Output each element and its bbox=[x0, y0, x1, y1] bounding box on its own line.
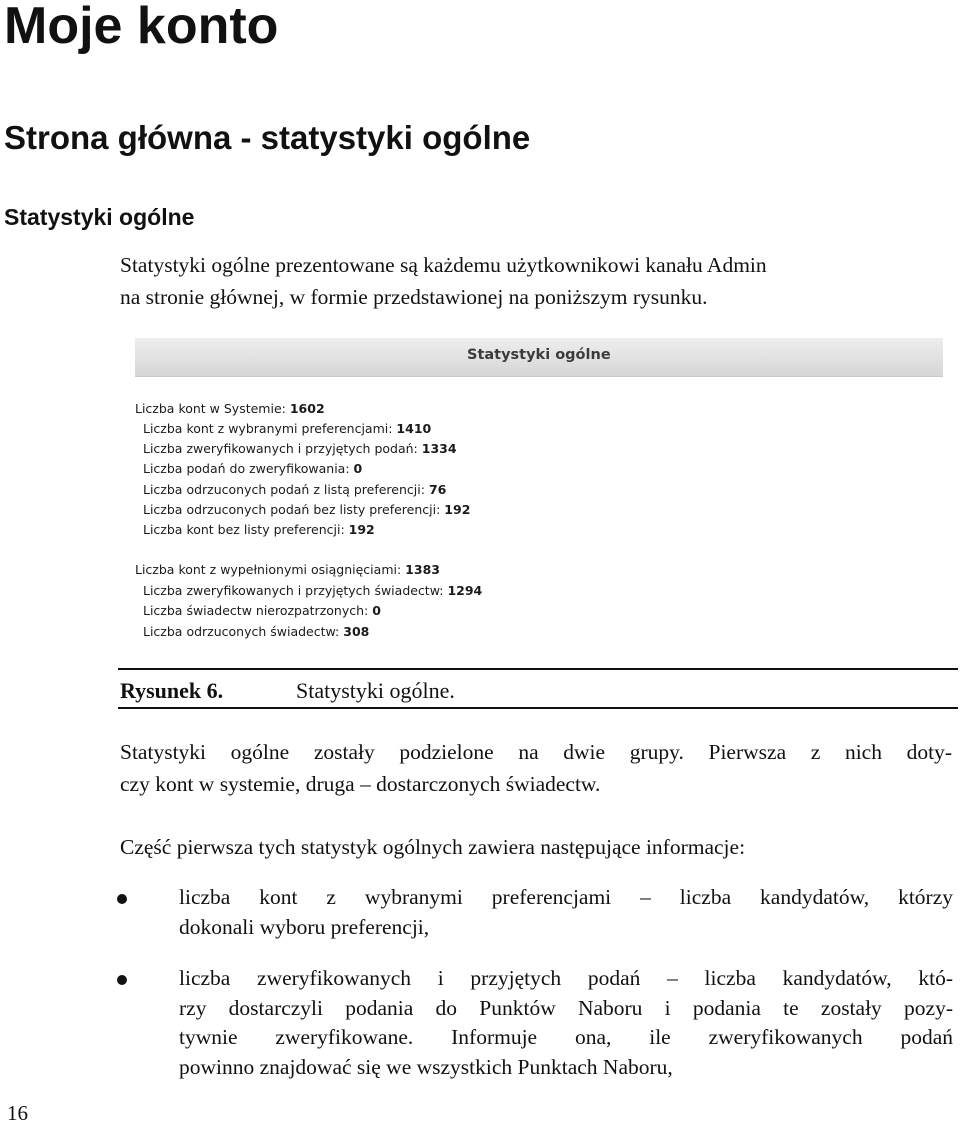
list-item-line: rzy dostarczyli podania do Punktów Naboru i podania te zostały pozy- bbox=[179, 995, 953, 1020]
stat-label: Liczba kont bez listy preferencji: bbox=[143, 522, 345, 537]
bullet-icon bbox=[117, 975, 127, 985]
list-item-line: liczba zweryfikowanych i przyjętych podań – liczba kandydatów, któ- bbox=[179, 966, 953, 990]
stat-label: Liczba świadectw nierozpatrzonych: bbox=[143, 603, 369, 618]
list-item-line: powinno znajdować się we wszystkich Punktach Naboru, bbox=[179, 1054, 673, 1079]
stat-row bbox=[143, 461, 362, 477]
stat-row bbox=[135, 401, 325, 417]
stat-row bbox=[143, 624, 369, 640]
stat-row bbox=[143, 522, 375, 538]
list-item bbox=[179, 964, 953, 1082]
stat-row bbox=[143, 421, 431, 437]
stat-value: 1334 bbox=[421, 441, 457, 456]
stat-label: Liczba podań do zweryfikowania: bbox=[143, 461, 350, 476]
stat-value: 1410 bbox=[396, 421, 432, 436]
stat-value: 76 bbox=[428, 482, 447, 497]
intro-paragraph bbox=[120, 249, 952, 313]
statistics-panel-title: Statystyki ogólne bbox=[467, 347, 611, 363]
stat-row bbox=[143, 583, 482, 599]
stat-value: 308 bbox=[343, 624, 370, 639]
page-title: Moje konto bbox=[4, 0, 279, 55]
stat-value: 1383 bbox=[405, 562, 440, 577]
stat-label: Liczba zweryfikowanych i przyjętych podań: bbox=[143, 441, 418, 456]
stat-row bbox=[135, 562, 440, 578]
stat-value: 1294 bbox=[447, 583, 483, 598]
stat-value: 192 bbox=[444, 502, 471, 517]
caption-bottom-rule bbox=[118, 707, 958, 709]
stat-label: Liczba odrzuconych podań bez listy preferencji: bbox=[143, 502, 441, 517]
bullet-icon bbox=[117, 894, 127, 904]
stat-row bbox=[143, 502, 470, 518]
stat-row bbox=[143, 482, 446, 498]
page-number: 16 bbox=[7, 1101, 28, 1125]
stat-label: Liczba kont z wybranymi preferencjami: bbox=[143, 421, 393, 436]
list-item-line: dokonali wyboru preferencji, bbox=[179, 914, 430, 939]
intro-line: Statystyki ogólne prezentowane są każdemu użytkownikowi kanału Admin bbox=[120, 253, 767, 277]
section-title: Strona główna - statystyki ogólne bbox=[4, 119, 531, 156]
stat-label: Liczba zweryfikowanych i przyjętych świadectw: bbox=[143, 583, 444, 598]
figure-caption-label: Rysunek 6. bbox=[120, 678, 224, 703]
stat-label: Liczba kont z wypełnionymi osiągnięciami: bbox=[135, 562, 402, 577]
groups-paragraph bbox=[120, 736, 952, 800]
paragraph-line: Statystyki ogólne zostały podzielone na dwie grupy. Pierwsza z nich doty- bbox=[120, 740, 952, 764]
stat-row bbox=[143, 441, 457, 457]
stat-value: 192 bbox=[348, 522, 375, 537]
paragraph-line: Część pierwsza tych statystyk ogólnych zawiera następujące informacje: bbox=[120, 835, 746, 859]
stat-value: 0 bbox=[372, 603, 381, 618]
stat-value: 1602 bbox=[289, 401, 325, 416]
statistics-screenshot bbox=[135, 338, 943, 650]
paragraph-line: czy kont w systemie, druga – dostarczonych świadectw. bbox=[120, 772, 601, 796]
stat-row bbox=[143, 603, 381, 619]
figure-caption-text: Statystyki ogólne. bbox=[296, 678, 455, 703]
intro-line: na stronie głównej, w formie przedstawionej na poniższym rysunku. bbox=[120, 285, 708, 309]
list-item-line: liczba kont z wybranymi preferencjami – liczba kandydatów, którzy bbox=[179, 885, 953, 909]
stat-label: Liczba odrzuconych podań z listą preferencji: bbox=[143, 482, 425, 497]
list-item bbox=[179, 883, 953, 942]
stat-value: 0 bbox=[353, 461, 363, 476]
list-item-line: tywnie zweryfikowane. Informuje ona, ile zweryfikowanych podań bbox=[179, 1025, 953, 1049]
subsection-title: Statystyki ogólne bbox=[4, 204, 195, 230]
info-intro-paragraph bbox=[120, 831, 952, 863]
statistics-panel-header bbox=[135, 338, 943, 377]
stat-label: Liczba odrzuconych świadectw: bbox=[143, 624, 340, 639]
stat-label: Liczba kont w Systemie: bbox=[135, 401, 286, 416]
caption-top-rule bbox=[118, 668, 958, 670]
